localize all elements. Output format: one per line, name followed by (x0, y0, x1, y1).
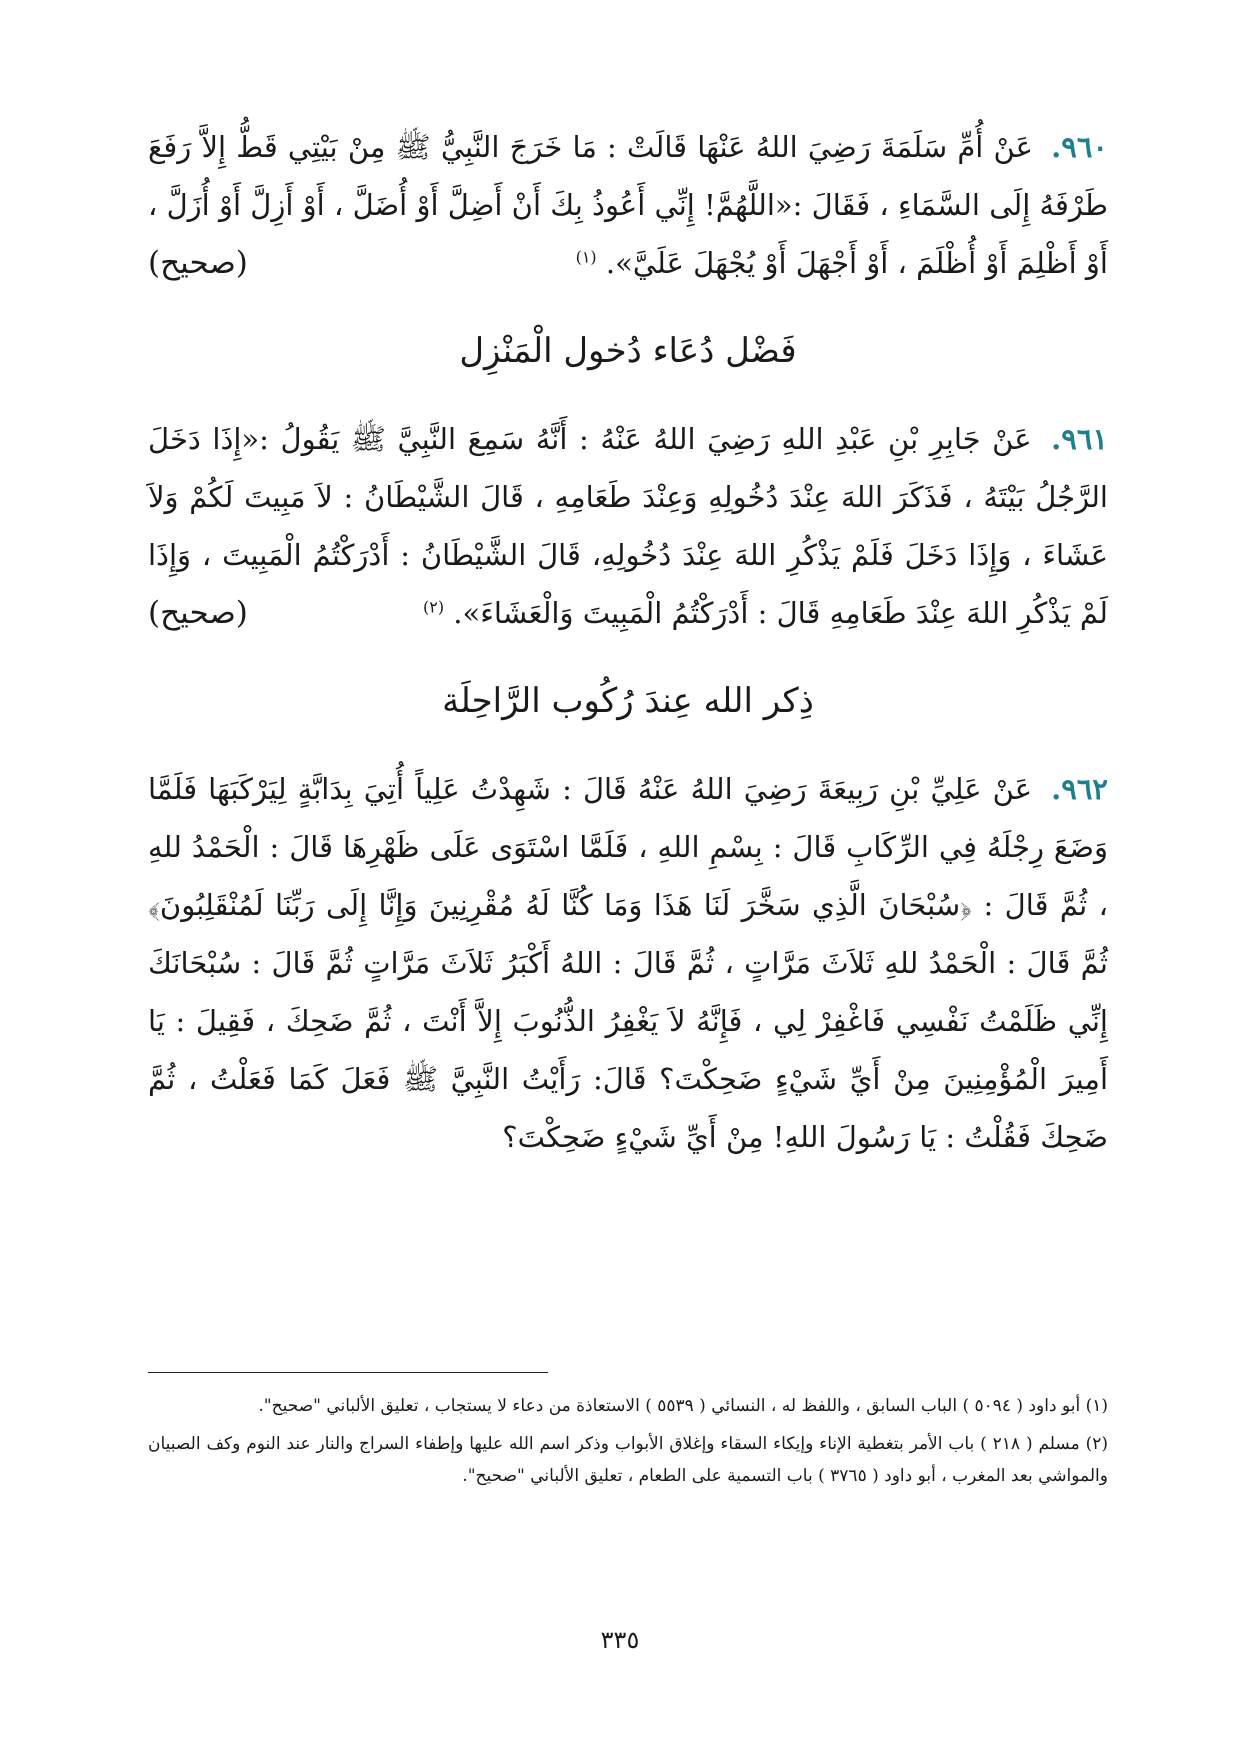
hadith-number: ٩٦٠. (1051, 130, 1108, 164)
hadith-960 (148, 118, 1108, 292)
hadith-number: ٩٦٢. (1051, 772, 1108, 806)
hadith-text: عَنْ أُمِّ سَلَمَةَ رَضِيَ اللهُ عَنْهَا قَالَتْ : مَا خَرَجَ النَّبِيُّ ﷺ مِنْ بَيْتِي قَطُّ إِلاَّ رَفَعَ طَرْفَهُ إِلَى السَّمَاءِ ، فَقَالَ :«اللَّهُمَّ! إِنِّي أَعُوذُ بِكَ أَنْ أَضِلَّ أَوْ أُضَلَّ ، أَوْ أَزِلَّ أَوْ أُزَلَّ ، أَوْ أَظْلِمَ أَوْ أُظْلَمَ ، أَوْ أَجْهَلَ أَوْ يُجْهَلَ عَلَيَّ». (148, 130, 1108, 280)
hadith-number: ٩٦١. (1051, 422, 1108, 456)
grade-label: (صحيح) (148, 245, 248, 281)
footnote-2: (٢) مسلم ( ٢١٨ ) باب الأمر بتغطية الإناء وإيكاء السقاء وإغلاق الأبواب وذكر اسم الله عليها وإطفاء السراج والنار عند النوم وكف الصبيان والمواشي بعد المغرب ، أبو داود ( ٣٧٦٥ ) باب التسمية على الطعام ، تعليق الألباني "صحيح". (148, 1434, 1108, 1486)
hadith-962 (148, 760, 1108, 1166)
grade-label: (صحيح) (148, 595, 248, 631)
footnotes (148, 1390, 1108, 1498)
footnote-ref[interactable]: (٢) (422, 597, 445, 617)
page-body (148, 118, 1108, 1166)
hadith-961 (148, 410, 1108, 642)
section-heading: فَضْل دُعَاء دُخول الْمَنْزِل (459, 331, 797, 371)
hadith-text: عَنْ جَابِرِ بْنِ عَبْدِ اللهِ رَضِيَ اللهُ عَنْهُ : أَنَّهُ سَمِعَ النَّبِيَّ ﷺ يَقُولُ :«إِذَا دَخَلَ الرَّجُلُ بَيْتَهُ ، فَذَكَرَ اللهَ عِنْدَ دُخُولِهِ وَعِنْدَ طَعَامِهِ ، قَالَ الشَّيْطَانُ : لاَ مَبِيتَ لَكُمْ وَلاَ عَشَاءَ ، وَإِذَا دَخَلَ فَلَمْ يَذْكُرِ اللهَ عِنْدَ دُخُولِهِ، قَالَ الشَّيْطَانُ : أَدْرَكْتُمُ الْمَبِيتَ ، وَإِذَا لَمْ يَذْكُرِ اللهَ عِنْدَ طَعَامِهِ قَالَ : أَدْرَكْتُمُ الْمَبِيتَ وَالْعَشَاءَ». (148, 422, 1108, 630)
page-number: ٣٣٥ (600, 1626, 640, 1654)
footnote-divider (148, 1372, 548, 1373)
section-heading: ذِكر الله عِندَ رُكُوب الرَّاحِلَة (442, 681, 814, 721)
footnote-ref[interactable]: (١) (575, 247, 597, 267)
hadith-text: عَنْ عَلِيِّ بْنِ رَبِيعَةَ رَضِيَ اللهُ عَنْهُ قَالَ : شَهِدْتُ عَلِياً أُتِيَ بِدَابَّةٍ لِيَرْكَبَهَا فَلَمَّا وَضَعَ رِجْلَهُ فِي الرِّكَابِ قَالَ : بِسْمِ اللهِ ، فَلَمَّا اسْتَوَى عَلَى ظَهْرِهَا قَالَ : الْحَمْدُ للهِ ، ثُمَّ قَالَ : ﴿سُبْحَانَ الَّذِي سَخَّرَ لَنَا هَذَا وَمَا كُنَّا لَهُ مُقْرِنِينَ وَإِنَّا إِلَى رَبِّنَا لَمُنْقَلِبُونَ﴾ ثُمَّ قَالَ : الْحَمْدُ للهِ ثَلاَثَ مَرَّاتٍ ، ثُمَّ قَالَ : اللهُ أَكْبَرُ ثَلاَثَ مَرَّاتٍ ثُمَّ قَالَ : سُبْحَانَكَ إِنِّي ظَلَمْتُ نَفْسِي فَاغْفِرْ لِي ، فَإِنَّهُ لاَ يَغْفِرُ الذُّنُوبَ إِلاَّ أَنْتَ ، ثُمَّ ضَحِكَ ، فَقِيلَ : يَا أَمِيرَ الْمُؤْمِنِينَ مِنْ أَيِّ شَيْءٍ ضَحِكْتَ؟ قَالَ: رَأَيْتُ النَّبِيَّ ﷺ فَعَلَ كَمَا فَعَلْتُ ، ثُمَّ ضَحِكَ فَقُلْتُ : يَا رَسُولَ اللهِ! مِنْ أَيِّ شَيْءٍ ضَحِكْتَ؟ (148, 772, 1108, 1154)
footnote-1: (١) أبو داود ( ٥٠٩٤ ) الباب السابق ، واللفظ له ، النسائي ( ٥٥٣٩ ) الاستعاذة من دعاء لا يستجاب ، تعليق الألباني "صحيح". (258, 1396, 1108, 1416)
